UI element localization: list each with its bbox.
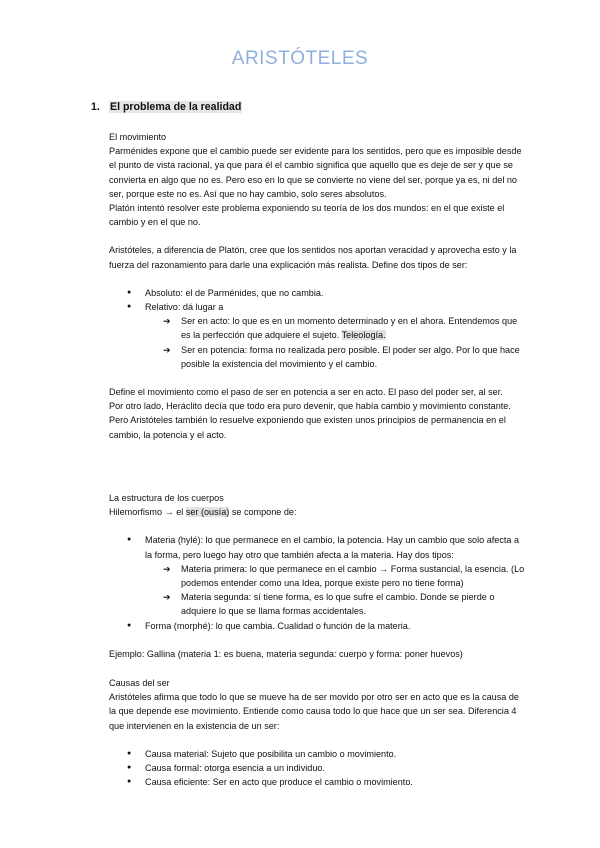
- list-item: ➔ Materia segunda: sí tiene forma, es lo que sufre el cambio. Donde se pierde o adquiere lo que se llama formas accidentales.: [145, 590, 525, 618]
- list-item-text: Ser en acto: lo que es en un momento determinado y en el ahora. Entendemos que es la perfección que adquiere el sujeto.: [181, 316, 518, 341]
- movimiento-block: [109, 130, 525, 442]
- list-item: ➔ Materia primera: lo que permanece en el cambio → Forma sustancial, la esencia. (Lo podemos entender como una Idea, porque existe pero no tiene forma): [145, 562, 525, 590]
- list-item: [109, 300, 525, 371]
- section-number: 1.: [91, 101, 100, 113]
- bullet-list: [109, 533, 525, 632]
- paragraph: Define el movimiento como el paso de ser en potencia a ser en acto. El paso del poder ser, al ser.: [109, 387, 503, 398]
- section-heading: [91, 101, 242, 113]
- section-heading-text: El problema de la realidad: [110, 101, 242, 113]
- causas-subtitle: Causas del ser: [109, 678, 170, 688]
- estructura-block: [109, 491, 525, 661]
- paragraph: Aristóteles, a diferencia de Platón, cree que los sentidos nos aportan veracidad y aprovecha esto y la fuerza del razonamiento para darle una explicación más realista. Define dos tipos de ser:: [109, 245, 517, 270]
- list-item-text: Materia (hylé): lo que permanece en el cambio, la potencia. Hay un cambio que solo afecta a la forma, pero luego hay otro que también afecta a la materia. Hay dos tipos:: [145, 535, 520, 560]
- text: se compone de:: [231, 507, 297, 518]
- list-item: ● Forma (morphé): lo que cambia. Cualidad o función de la materia.: [109, 619, 525, 633]
- paragraph: [109, 505, 525, 519]
- highlighted-text: ser (ousía): [185, 507, 230, 518]
- list-item: ● Causa formal: otorga esencia a un individuo.: [109, 761, 525, 775]
- estructura-subtitle: La estructura de los cuerpos: [109, 493, 224, 503]
- paragraph: Aristóteles afirma que todo lo que se mueve ha de ser movido por otro ser en acto que es la causa de la que depende ese movimiento. Entiende como causa todo lo que hace que un ser sea. Diferencia 4 que intervienen en la existencia de un ser:: [109, 692, 519, 731]
- list-item: [109, 533, 525, 618]
- paragraph: Por otro lado, Heráclito decía que todo era puro devenir, que había cambio y movimiento constante. Pero Aristóteles también lo resuelve exponiendo que existen unos principios de permanencia en el cambio, la potencia y el acto.: [109, 401, 511, 440]
- paragraph: Ejemplo: Gallina (materia 1: es buena, materia segunda: cuerpo y forma: poner huevos): [109, 648, 463, 659]
- paragraph: Parménides expone que el cambio puede ser evidente para los sentidos, pero que es imposible desde el punto de vista racional, ya que para él el cambio significa que aquello que es deje de ser y que se convierta en algo que no es. Pero eso en lo que se convierte no viene del ser, porque ya es, ni del no ser, porque este no es. Así que no hay cambio, solo seres absolutos.: [109, 146, 522, 199]
- arrow-list: [145, 314, 525, 371]
- text: Hilemorfismo → el: [109, 507, 184, 518]
- causas-block: [109, 676, 525, 789]
- list-item: ● Causa eficiente: Ser en acto que produce el cambio o movimiento.: [109, 775, 525, 789]
- bullet-list: [109, 747, 525, 790]
- list-item-label: Relativo: dá lugar a: [145, 302, 224, 313]
- list-item: ● Causa material: Sujeto que posibilita un cambio o movimiento.: [109, 747, 525, 761]
- paragraph: Platón intentó resolver este problema exponiendo su teoría de los dos mundos: en el que existe el cambio y en el que no.: [109, 203, 505, 228]
- list-item: ● Absoluto: el de Parménides, que no cambia.: [109, 286, 525, 300]
- bullet-list: [109, 286, 525, 371]
- arrow-list: [145, 562, 525, 619]
- list-item: ➔ Ser en potencia: forma no realizada pero posible. El poder ser algo. Por lo que hace posible la existencia del movimiento y el cambio.: [145, 343, 525, 371]
- list-item: [145, 314, 525, 342]
- document-title: ARISTÓTELES: [231, 48, 369, 69]
- highlighted-text: Teleología.: [341, 330, 386, 341]
- movimiento-subtitle: El movimiento: [109, 132, 167, 142]
